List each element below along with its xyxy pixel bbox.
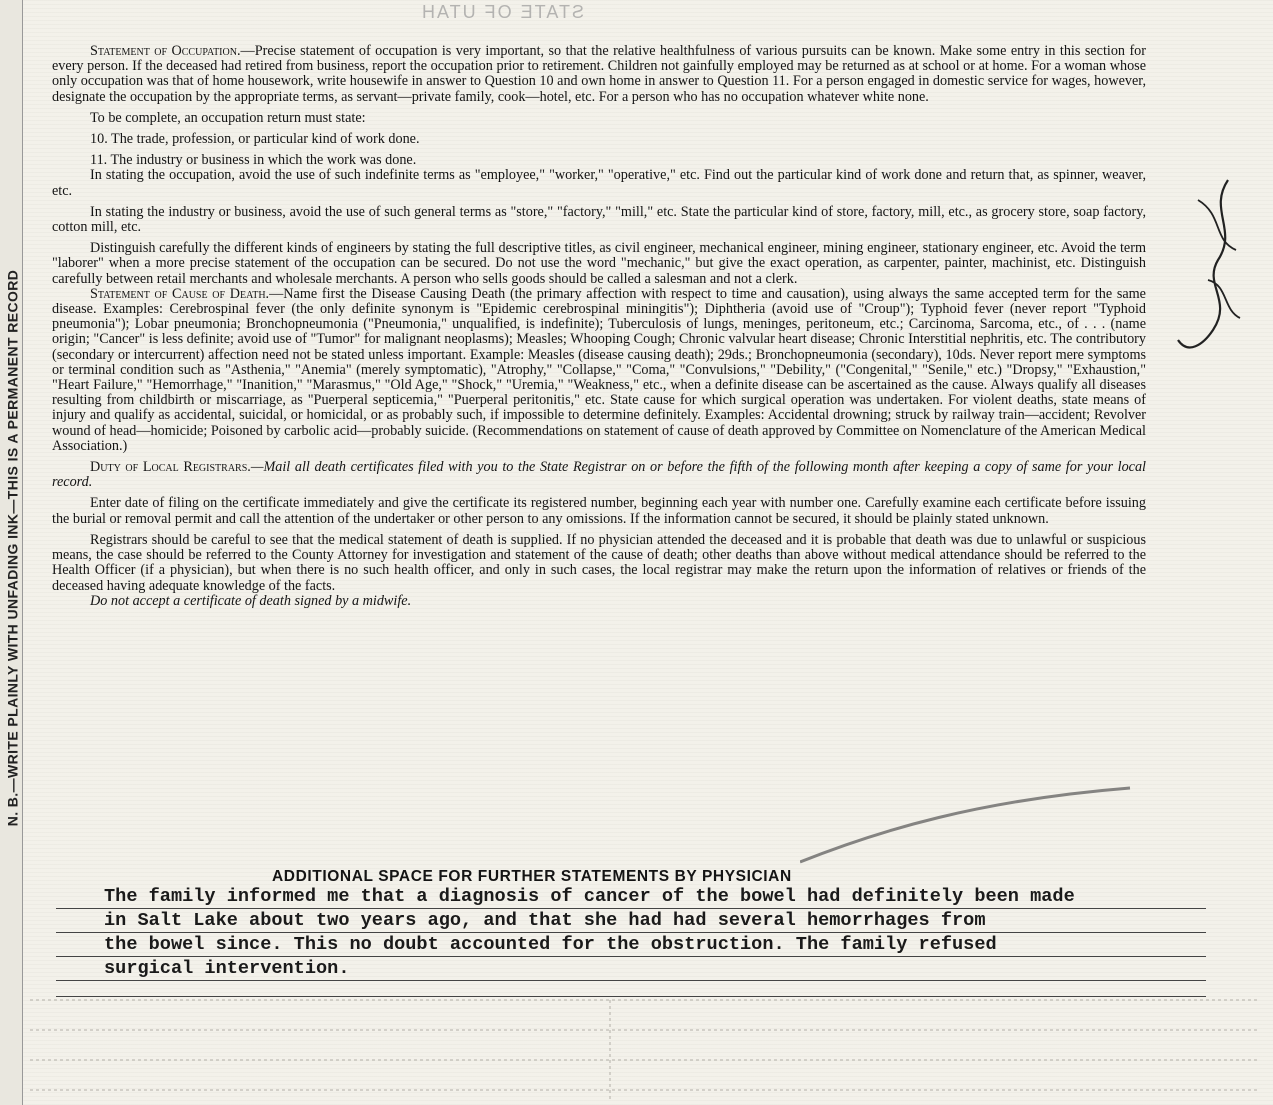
- faint-bleedthrough-footer: [30, 990, 1260, 1100]
- occupation-text: —Precise statement of occupation is very important, so that the relative healthfulness of various pursuits can be known. Make some entry in this section for every person. If the deceased had retired from business, report the occupation prior to retirement. Children not gainfully employed may be returned as at school or at home. For a woman whose only occupation was that of home housework, write housewife in answer to Question 10 and own home in answer to Question 11. For a person engaged in domestic service for wages, however, designate the occupation by the appropriate terms, as servant—private family, cook—hotel, etc. For a person who has no occupation whatever white none.: [52, 43, 1146, 105]
- midwife-warning: Do not accept a certificate of death signed by a midwife.: [90, 592, 412, 609]
- occupation-item-10: 10. The trade, profession, or particular kind of work done.: [90, 131, 420, 148]
- form-header-bleedthrough: STATE OF UTAH: [420, 2, 584, 22]
- statement-line: surgical intervention.: [104, 958, 350, 979]
- cause-heading: Statement of Cause of Death.: [90, 285, 270, 302]
- registrars-heading: Duty of Local Registrars.: [90, 459, 251, 476]
- physician-statement: [104, 885, 1214, 981]
- pen-stroke-mark: [800, 780, 1160, 870]
- cause-paragraph: [52, 287, 1146, 454]
- registrars-paragraph: [52, 460, 1146, 490]
- occupation-heading: Statement of Occupation.: [90, 43, 241, 59]
- margin-note-text: N. B.—WRITE PLAINLY WITH UNFADING INK—THIS IS A PERMANENT RECORD: [4, 269, 21, 827]
- occupation-item-11: 11. The industry or business in which the work was done.: [90, 152, 417, 169]
- margin-note: [0, 0, 23, 1105]
- occupation-terms-paragraph: In stating the occupation, avoid the use of such indefinite terms as "employee," "worker," "operative," etc. Find out the particular kind of work done and return that, as spinner, weaver, etc.: [52, 167, 1146, 199]
- medical-statement-paragraph: Registrars should be careful to see that the medical statement of death is supplied. If no physician attended the deceased and it is probable that death was due to unlawful or suspicious means, the case should be referred to the County Attorney for investigation and statement of the cause of death; other deaths than above without medical attendance should be referred to the Health Officer (if a physician), but when there is no such health officer, and only in such cases, the local registrar may make the return upon the information of relatives or friends of the deceased having adequate knowledge of the facts.: [52, 531, 1146, 594]
- instructions-block: [52, 44, 1146, 609]
- engineers-paragraph: Distinguish carefully the different kinds of engineers by stating the full descriptive titles, as civil engineer, mechanical engineer, mining engineer, stationary engineer, etc. Avoid the term "laborer" when a more precise statement of the occupation can be secured. Do not use the word "mechanic," but give the exact operation, as carpenter, painter, machinist, etc. Distinguish carefully between retail merchants and wholesale merchants. A person who sells goods should be called a salesman and not a clerk.: [52, 240, 1146, 287]
- occupation-requirements: To be complete, an occupation return must state:: [90, 109, 366, 126]
- occupation-paragraph: [52, 44, 1146, 105]
- statement-line: the bowel since. This no doubt accounted for the obstruction. The family refused: [104, 934, 997, 955]
- handwritten-signature: [1168, 170, 1258, 370]
- cause-text: —Name first the Disease Causing Death (the primary affection with respect to time and causation), using always the same accepted term for the same disease. Examples: Cerebrospinal fever (the only definite synonym is "Epidemic cerebrospinal miningitis"); Diphtheria (avoid use of "Croup"); Typhoid fever (never report "Typhoid pneumonia"); Lobar pneumonia; Bronchopneumonia ("Pneumonia," unqualified, is indefinite); Tuberculosis of lungs, meninges, peritoneum, etc.; Carcinoma, Sarcoma, etc., of . . . (name origin; "Cancer" is less definite; avoid use of "Tumor" for malignant neoplasms); Measles; Whooping Cough; Chronic valvular heart disease; Chronic Interstitial nephritis, etc. The contributory (secondary or intercurrent) affection need not be stated unless important. Example: Measles (disease causing death); 29ds.; Bronchopneumonia (secondary), 10ds. Never report mere symptoms or terminal condition such as "Asthenia," "Anemia" (merely symptomatic), "Atrophy," "Collapse," "Coma," "Convulsions," "Debility," ("Congenital," "Senile," etc.) "Dropsy," "Exhaustion," "Heart Failure," "Hemorrhage," "Inanition," "Marasmus," "Old Age," "Shock," "Uremia," "Weakness," etc., when a definite disease can be ascertained as the cause. Always qualify all diseases resulting from childbirth or miscarriage, as "Puerperal septicemia," "Puerperal peritonitis," etc. State cause for which surgical operation was undertaken. For violent deaths, state means of injury and qualify as accidental, suicidal, or homicidal, or as probably such, if impossible to determine definitely. Examples: Accidental drowning; struck by railway train—accident; Revolver wound of head—homicide; Poisoned by carbolic acid—probably suicide. (Recommendations on statement of cause of death approved by Committee on Nomenclature of the American Medical Association.): [52, 285, 1146, 454]
- statement-line: The family informed me that a diagnosis of cancer of the bowel had definitely been made: [104, 886, 1075, 907]
- statement-line: in Salt Lake about two years ago, and that she had had several hemorrhages from: [104, 910, 986, 931]
- industry-terms-paragraph: In stating the industry or business, avoid the use of such general terms as "store," "factory," "mill," etc. State the particular kind of store, factory, mill, etc., as grocery store, soap factory, cotton mill, etc.: [52, 203, 1146, 236]
- additional-space-heading: ADDITIONAL SPACE FOR FURTHER STATEMENTS BY PHYSICIAN: [272, 868, 792, 885]
- registrars-mail-text: —Mail all death certificates filed with you to the State Registrar on or before the fifth of the following month after keeping a copy of same for your local record.: [52, 459, 1146, 491]
- filing-paragraph: Enter date of filing on the certificate immediately and give the certificate its registered number, beginning each year with number one. Carefully examine each certificate before issuing the burial or removal permit and call the attention of the undertaker or other person to any omissions. If the information cannot be secured, it should be plainly stated unknown.: [52, 495, 1146, 527]
